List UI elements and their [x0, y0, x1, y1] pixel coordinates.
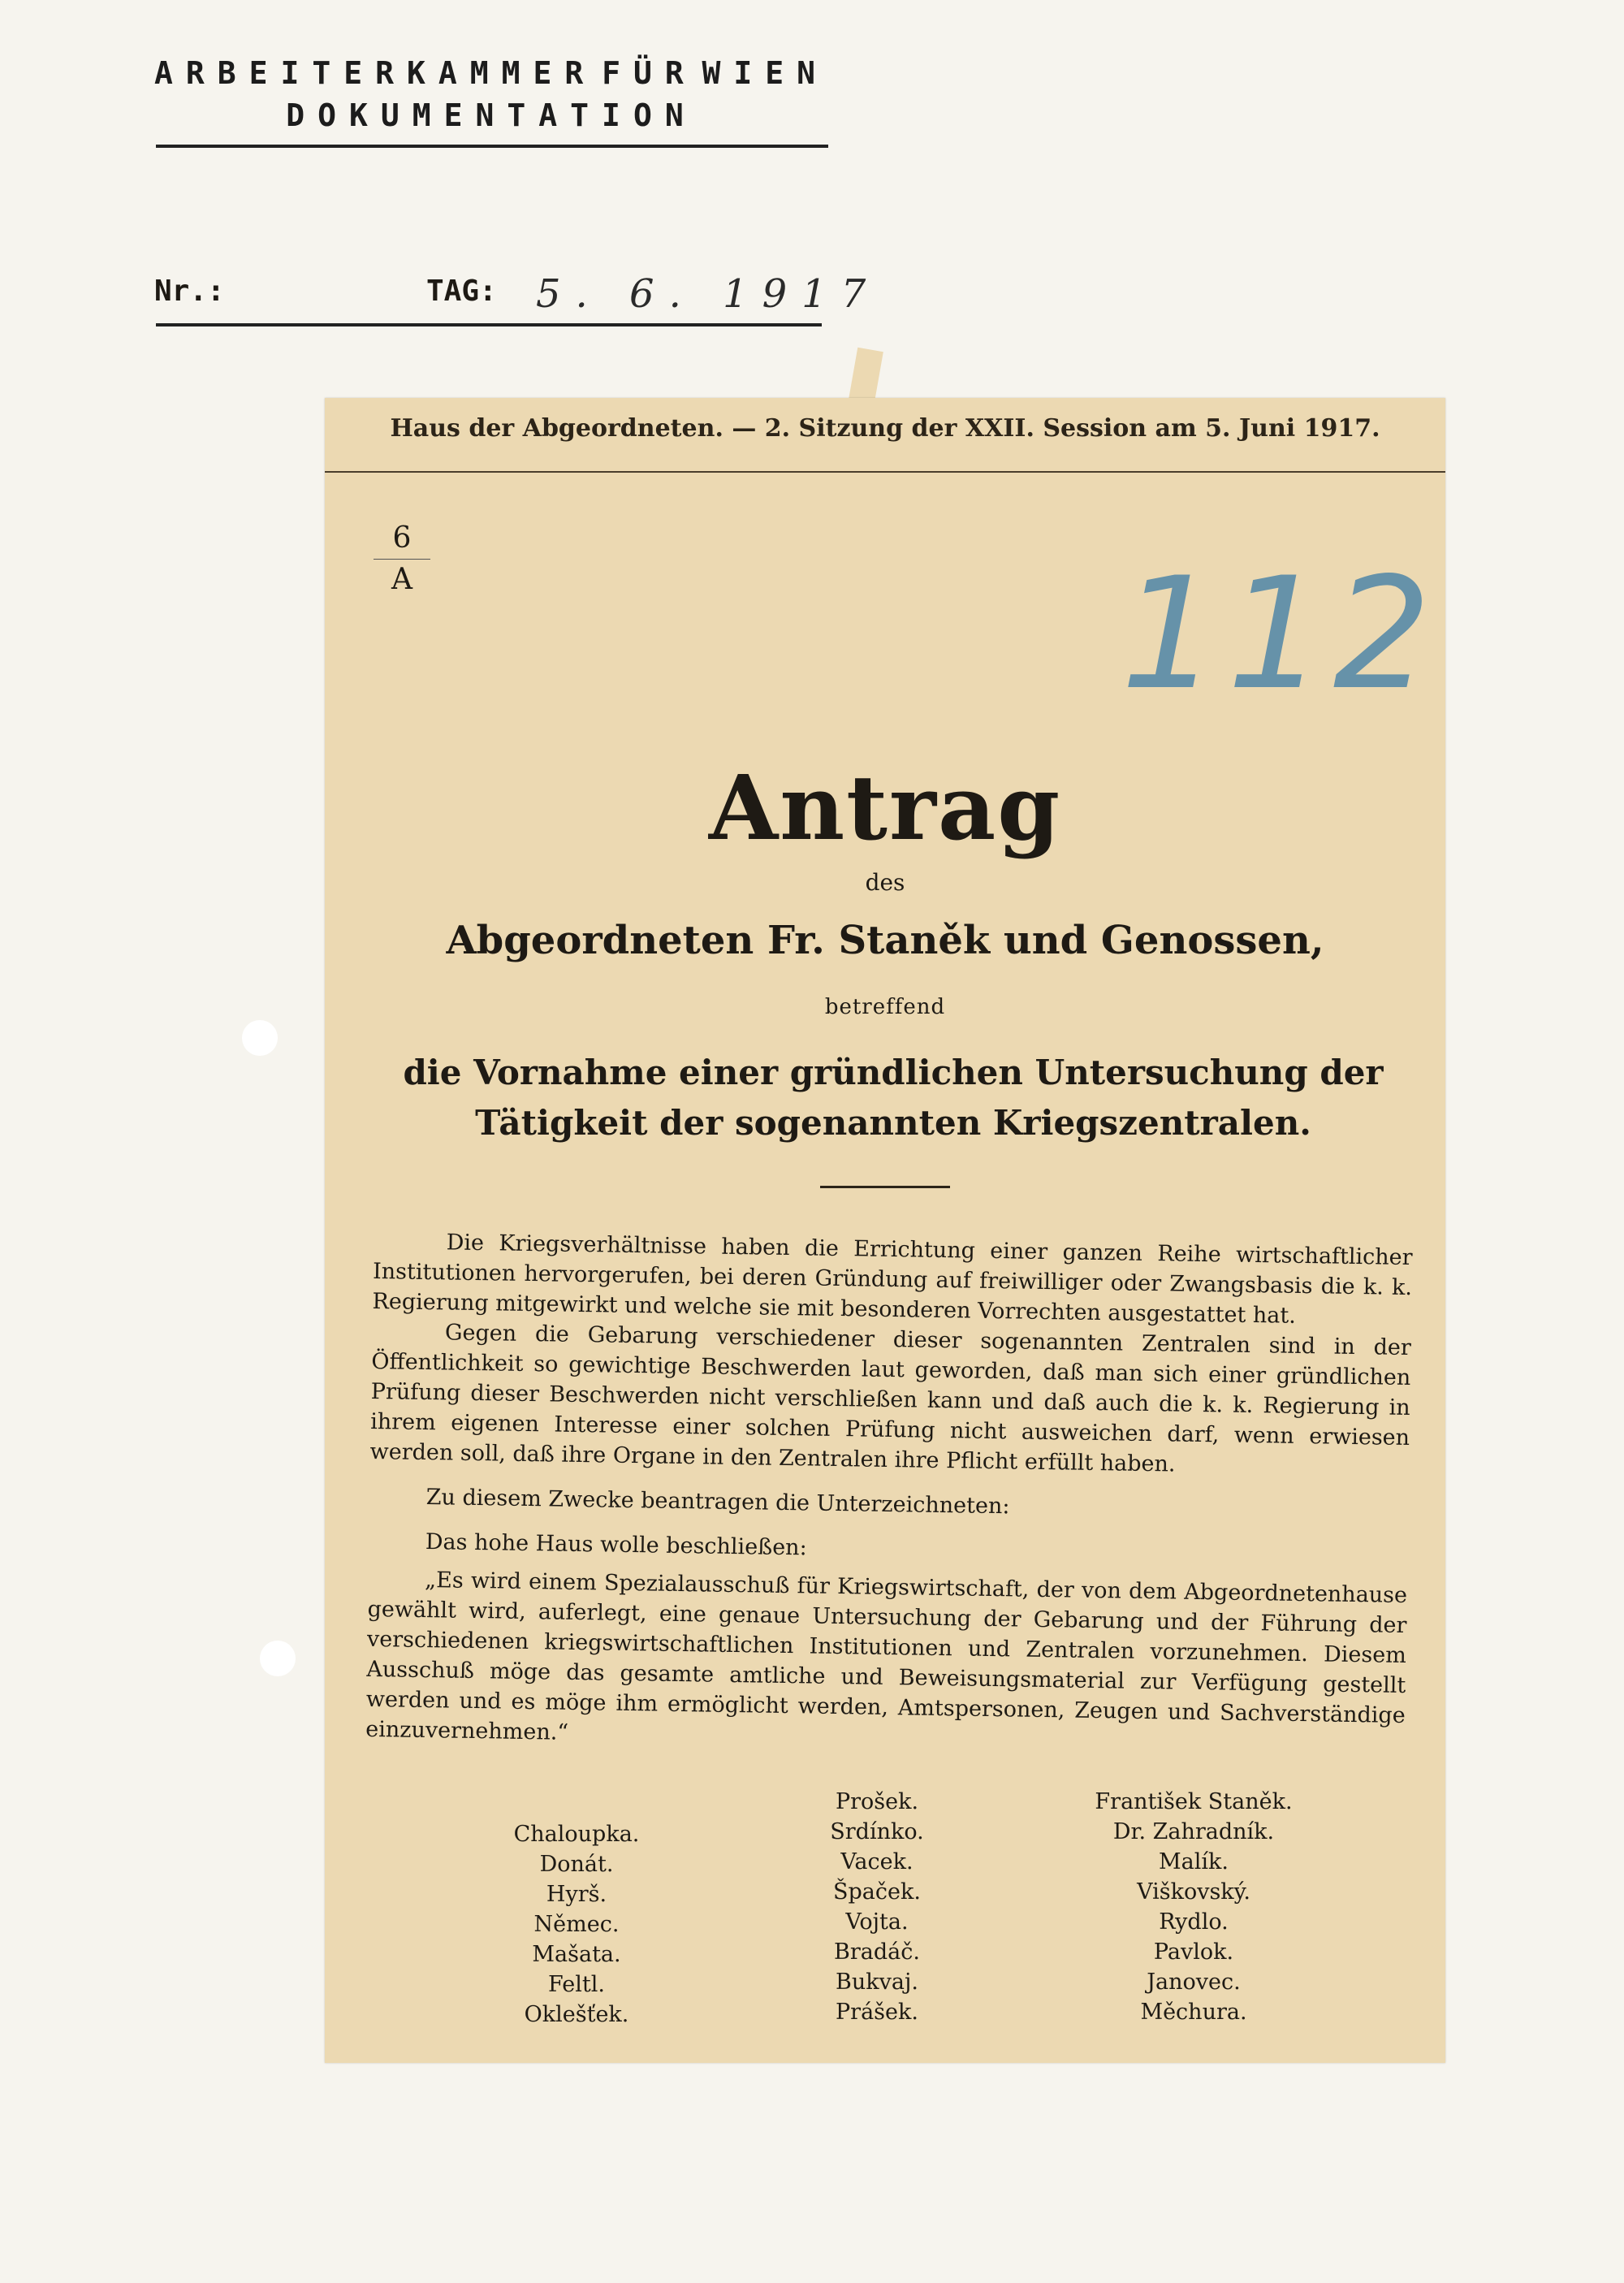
blue-pencil-mark: 112 [1121, 544, 1440, 724]
signers-column-1 [447, 1819, 706, 2030]
signer: Prášek. [836, 2000, 918, 2025]
archive-name-word-3: WIEN [702, 55, 828, 91]
signer: František Staněk. [1095, 1789, 1293, 1814]
title-des: des [865, 869, 905, 896]
running-head-rule [325, 471, 1445, 473]
signers-column-3 [1039, 1787, 1348, 2027]
subject-heading: die Vornahme einer gründlichen Untersuchung der Tätigkeit der sogenannten Kriegszentralen. [403, 1053, 1384, 1143]
signer: Janovec. [1147, 1970, 1241, 1995]
signer: Chaloupka. [513, 1822, 640, 1847]
archive-name-word-2: FÜR [602, 55, 697, 91]
body-text [365, 1226, 1413, 1761]
document-title: Antrag [708, 755, 1062, 860]
archive-header [154, 55, 828, 133]
nr-label: Nr.: [154, 275, 225, 308]
signer: Malík. [1159, 1849, 1229, 1874]
signer: Bradáč. [834, 1939, 920, 1965]
signer: Němec. [533, 1912, 620, 1937]
signer: Mašata. [532, 1942, 621, 1967]
signer: Dr. Zahradník. [1112, 1819, 1275, 1844]
tag-date-handwritten: 5. 6. 1917 [536, 271, 881, 317]
signer: Feltl. [548, 1972, 605, 1997]
page-number [374, 520, 430, 599]
punch-hole [260, 1641, 296, 1676]
punch-hole [242, 1020, 278, 1056]
signer: Donát. [539, 1852, 614, 1877]
archive-name-word-1: ARBEITERKAMMER [154, 55, 597, 91]
mover-line: Abgeordneten Fr. Staněk und Genossen, [446, 918, 1324, 963]
nr-tag-rule [156, 323, 822, 326]
signer: Vojta. [845, 1909, 909, 1935]
paragraph-2: Gegen die Gebarung verschiedener dieser sogenannten Zentralen sind in der Öffentlichkeit so gewichtige Beschwerden laut geworden, daß man sich einer gründlichen Prüfung dieser Beschwerden nicht verschließen kann und daß auch die k. k. Regierung in ihrem eigenen Interesse einer solchen Prüfung nicht ausweichen darf, wenn erwiesen werden soll, daß ihre Organe in den Zentralen ihre Pflicht erfüllt haben. [369, 1320, 1412, 1477]
signer: Rydlo. [1159, 1909, 1229, 1935]
signer: Špaček. [833, 1879, 921, 1905]
signer: Prošek. [835, 1789, 919, 1814]
signer: Oklešťek. [524, 2002, 629, 2027]
signer: Bukvaj. [836, 1970, 918, 1995]
ornament-divider [820, 1186, 950, 1188]
signer: Pavlok. [1153, 1939, 1234, 1965]
paragraph-1: Die Kriegsverhältnisse haben die Errichtung einer ganzen Reihe wirtschaftlicher Institutionen hervorgerufen, bei deren Gründung auf freiwilliger oder Zwangsbasis die k. k. Regierung mitgewirkt und welche sie mit besonderen Vorrechten ausgestattet hat. [372, 1230, 1413, 1329]
signer: Srdínko. [830, 1819, 924, 1844]
tag-label: TAG: [426, 275, 497, 308]
running-head: Haus der Abgeordneten. — 2. Sitzung der XXII. Session am 5. Juni 1917. [390, 414, 1380, 443]
document-clipping [325, 398, 1445, 2063]
signers-column-2 [755, 1787, 999, 2027]
page-number-top: 6 [392, 521, 412, 555]
motion-quote: „Es wird einem Spezialausschuß für Kriegswirtschaft, der von dem Abgeordnetenhause gewählt wird, auferlegt, eine genaue Untersuchung der Gebarung und der Führung der verschiedenen kriegswirtschaftlichen Institutionen und Zentralen vorzunehmen. Diesem Ausschuß möge das gesamte amtliche und Beweisungsmaterial zur Verfügung gestellt werden und es möge ihm ermöglicht werden, Amtspersonen, Zeugen und Sachverständige einzuvernehmen.“ [365, 1567, 1408, 1745]
archive-department: DOKUMENTATION [286, 97, 697, 133]
motion-intro: Zu diesem Zwecke beantragen die Unterzeichneten: [425, 1485, 1010, 1520]
page-number-bottom: A [391, 563, 412, 596]
signer: Vacek. [840, 1849, 914, 1874]
motion-resolve: Das hohe Haus wolle beschließen: [425, 1529, 807, 1561]
archive-header-rule [156, 145, 828, 148]
betreffend-label: betreffend [824, 995, 946, 1019]
page-number-divider [374, 559, 430, 560]
signer: Měchura. [1140, 2000, 1247, 2025]
signer: Hyrš. [546, 1882, 607, 1907]
signer: Viškovský. [1137, 1879, 1250, 1905]
